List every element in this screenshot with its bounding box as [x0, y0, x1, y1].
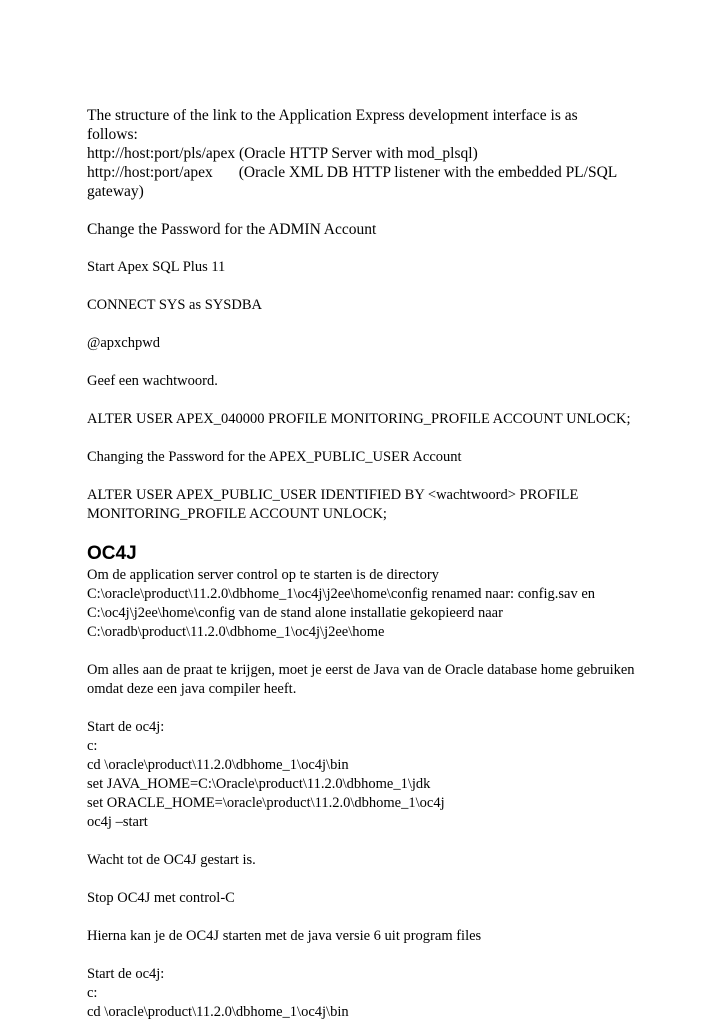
oc4j-stop: Stop OC4J met control-C	[87, 890, 235, 906]
intro-line-4	[87, 163, 687, 182]
public-user-title: Changing the Password for the APEX_PUBLIC_USER Account	[87, 449, 462, 465]
oc4j-para1-line: C:\oracle\product\11.2.0\dbhome_1\oc4j\j2ee\home\config renamed naar: config.sav en	[87, 586, 596, 602]
intro-line-4-url: http://host:port/apex	[87, 164, 213, 181]
oc4j-after: Hierna kan je de OC4J starten met de java versie 6 uit program files	[87, 928, 482, 944]
intro-line-5: gateway)	[87, 183, 144, 200]
admin-alter: ALTER USER APEX_040000 PROFILE MONITORING_PROFILE ACCOUNT UNLOCK;	[87, 411, 631, 427]
intro-line-4-desc: (Oracle XML DB HTTP listener with the embedded PL/SQL	[238, 164, 618, 181]
admin-prompt: Geef een wachtwoord.	[87, 373, 218, 389]
admin-script: @apxchpwd	[87, 335, 160, 351]
oc4j-start2-line: cd \oracle\product\11.2.0\dbhome_1\oc4j\bin	[87, 1004, 349, 1020]
oc4j-start2-line: c:	[87, 985, 98, 1001]
admin-start: Start Apex SQL Plus 11	[87, 259, 226, 275]
intro-line-2: follows:	[87, 126, 138, 143]
oc4j-para1-line: C:\oc4j\j2ee\home\config van de stand alone installatie gekopieerd naar	[87, 605, 503, 621]
oc4j-start2-line: Start de oc4j:	[87, 966, 165, 982]
oc4j-start1-line: Start de oc4j:	[87, 719, 165, 735]
oc4j-para2-line: Om alles aan de praat te krijgen, moet je eerst de Java van de Oracle database home gebruiken	[87, 662, 635, 678]
oc4j-start1-line: set JAVA_HOME=C:\Oracle\product\11.2.0\dbhome_1\jdk	[87, 776, 431, 792]
intro-line-1: The structure of the link to the Application Express development interface is as	[87, 107, 578, 124]
oc4j-para2-line: omdat deze een java compiler heeft.	[87, 681, 297, 697]
document-page	[87, 106, 687, 1022]
admin-connect: CONNECT SYS as SYSDBA	[87, 297, 262, 313]
oc4j-start1-line: cd \oracle\product\11.2.0\dbhome_1\oc4j\bin	[87, 757, 349, 773]
intro-line-3: http://host:port/pls/apex (Oracle HTTP Server with mod_plsql)	[87, 145, 478, 162]
oc4j-para1-line: Om de application server control op te starten is de directory	[87, 567, 439, 583]
oc4j-heading: OC4J	[87, 543, 137, 564]
oc4j-start1-line: set ORACLE_HOME=\oracle\product\11.2.0\dbhome_1\oc4j	[87, 795, 445, 811]
oc4j-start1-line: oc4j –start	[87, 814, 148, 830]
oc4j-para1-line: C:\oradb\product\11.2.0\dbhome_1\oc4j\j2ee\home	[87, 624, 385, 640]
oc4j-wait: Wacht tot de OC4J gestart is.	[87, 852, 256, 868]
public-user-alter-2: MONITORING_PROFILE ACCOUNT UNLOCK;	[87, 506, 387, 522]
public-user-alter-1: ALTER USER APEX_PUBLIC_USER IDENTIFIED BY <wachtwoord> PROFILE	[87, 487, 579, 503]
admin-section-title: Change the Password for the ADMIN Account	[87, 221, 377, 238]
oc4j-start1-line: c:	[87, 738, 98, 754]
